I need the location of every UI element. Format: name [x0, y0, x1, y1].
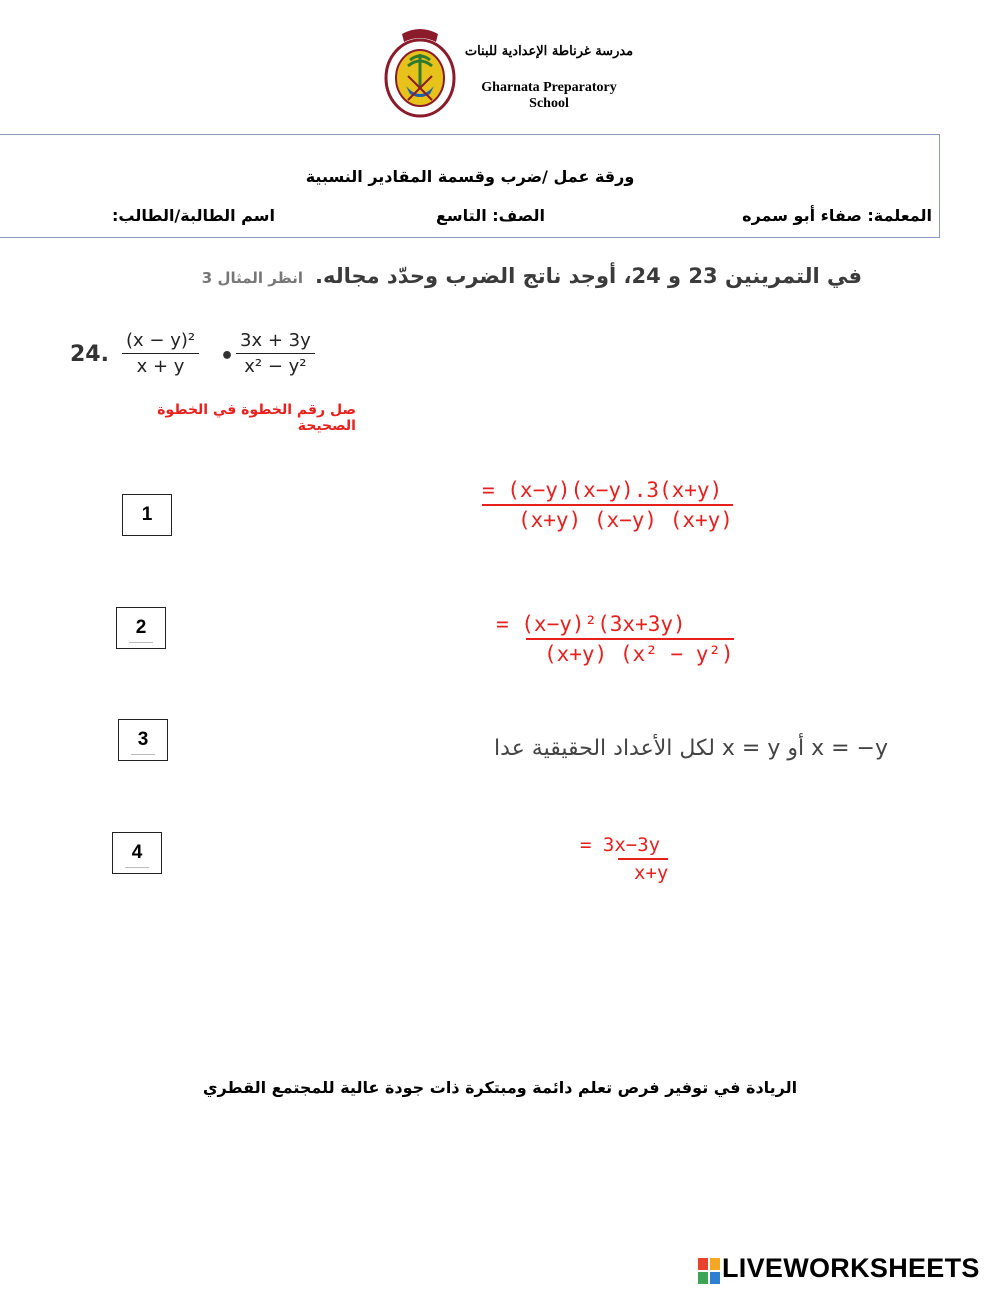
domain-statement[interactable]: لكل الأعداد الحقيقية عدا x = y أو x = −y: [494, 736, 888, 761]
footer-slogan: الريادة في توفير فرص تعلم دائمة ومبتكرة ذات جودة عالية للمجتمع القطري: [202, 1078, 798, 1097]
step-combined-denominator: (x+y) (x² − y²): [544, 642, 734, 666]
step-simplified-denominator: x+y: [634, 862, 669, 884]
fraction-bar: [618, 858, 668, 860]
step-number-box-4[interactable]: [112, 832, 162, 874]
step-simplified-numerator: = 3x−3y: [580, 834, 661, 856]
exercise-number: 24.: [70, 342, 109, 367]
fraction-bar: [482, 504, 733, 506]
step-number-3: 3: [137, 729, 149, 750]
answer-line: [131, 754, 155, 755]
liveworksheets-logo-icon: [698, 1258, 720, 1284]
teacher-name: المعلمة: صفاء أبو سمره: [742, 206, 932, 225]
exercise-fraction-2: [236, 330, 315, 377]
fraction-1-denominator: x + y: [136, 356, 185, 377]
school-name-english: Gharnata Preparatory School: [481, 80, 617, 111]
instruction: [150, 264, 862, 288]
instruction-text: في التمرينين 23 و 24، أوجد ناتج الضرب وحدّد مجاله.: [314, 264, 862, 288]
worksheet-title: ورقة عمل /ضرب وقسمة المقادير النسبية: [305, 167, 635, 186]
step-combined-numerator: = (x−y)²(3x+3y): [496, 612, 686, 636]
fraction-1-numerator: (x − y)²: [122, 330, 199, 354]
step-factored-denominator: (x+y) (x−y) (x+y): [518, 508, 733, 532]
instruction-note: انظر المثال 3: [201, 269, 303, 287]
grade-label: الصف: التاسع: [436, 206, 545, 225]
step-number-box-3[interactable]: [118, 719, 168, 761]
student-name-label: اسم الطالبة/الطالب:: [112, 206, 275, 225]
step-number-box-1[interactable]: [122, 494, 172, 536]
step-simplified[interactable]: [580, 834, 668, 884]
fraction-2-numerator: 3x + 3y: [236, 330, 315, 354]
school-name-arabic: مدرسة غرناطة الإعدادية للبنات: [464, 44, 634, 59]
step-factored-numerator: = (x−y)(x−y).3(x+y): [482, 478, 723, 502]
fraction-bar: [526, 638, 734, 640]
step-combined[interactable]: [496, 612, 734, 666]
exercise-fraction-1: [122, 330, 199, 377]
step-number-1: 1: [141, 504, 153, 525]
step-number-box-2[interactable]: [116, 607, 166, 649]
ministry-logo: [384, 26, 456, 118]
multiply-operator: •: [220, 344, 235, 369]
fraction-2-denominator: x² − y²: [244, 356, 307, 377]
answer-line: [125, 867, 149, 868]
step-number-4: 4: [131, 842, 143, 863]
step-number-2: 2: [135, 617, 147, 638]
liveworksheets-brand[interactable]: LIVEWORKSHEETS: [722, 1253, 980, 1283]
connect-instruction: صل رقم الخطوة في الخطوة الصحيحة: [157, 402, 356, 434]
step-factored[interactable]: [482, 478, 733, 532]
answer-line: [129, 642, 153, 643]
